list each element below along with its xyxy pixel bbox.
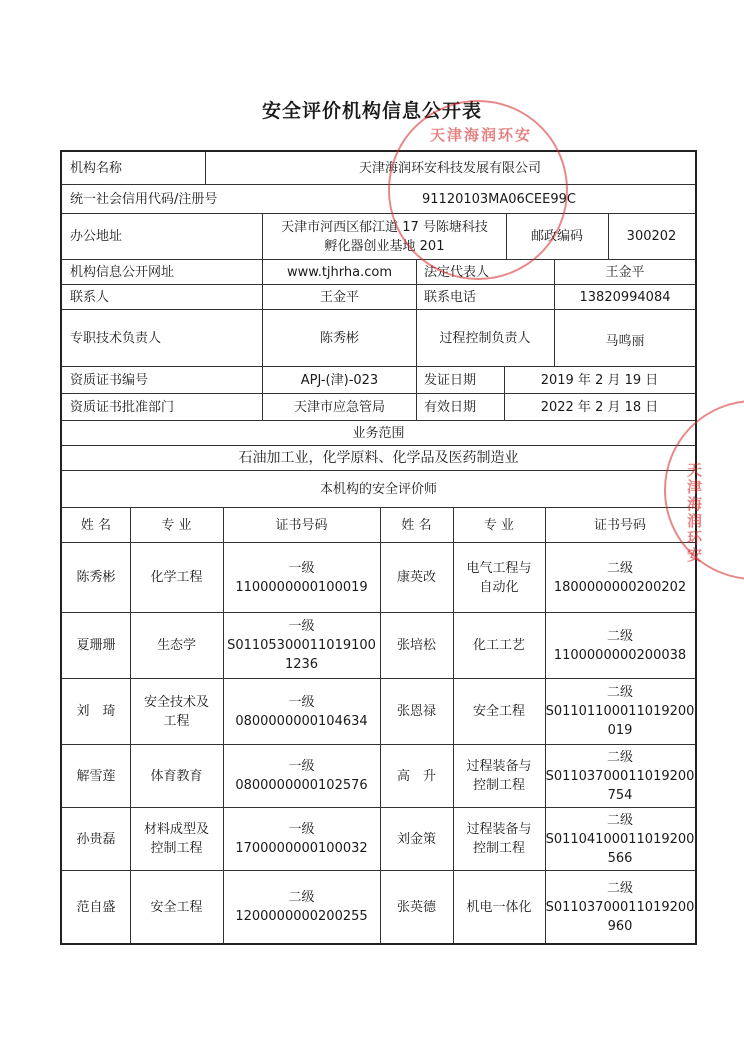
assessor-cert-line: 1100000000100019 <box>235 579 368 595</box>
page-title: 安全评价机构信息公开表 <box>261 100 482 122</box>
valid-date-value: 2022 年 2 月 18 日 <box>540 399 659 415</box>
col-major-right: 专 业 <box>483 517 515 533</box>
tech-lead-value: 陈秀彬 <box>319 330 359 346</box>
assessor-cert-line: 一级 <box>288 822 315 837</box>
assessor-major-line: 控制工程 <box>472 841 525 856</box>
valid-date-label: 有效日期 <box>424 399 477 415</box>
assessor-cert <box>223 543 380 612</box>
assessor-name: 陈秀彬 <box>76 570 116 585</box>
assessor-major-line: 自动化 <box>479 579 519 595</box>
col-cert-left: 证书号码 <box>275 517 328 533</box>
assessor-cert-line: S01101100011019200 <box>545 704 695 719</box>
assessor-cert-line: S01104100011019200 <box>545 831 695 847</box>
assessor-major-line: 材料成型及 <box>143 822 209 837</box>
assessor-cert <box>545 808 695 870</box>
cert-no-value: APJ-(津)-023 <box>300 372 379 388</box>
address-line-1: 天津市河西区郁江道 17 号陈塘科技 <box>281 219 488 235</box>
assessor-cert-line: 019 <box>607 723 633 738</box>
assessor-major-line: 机电一体化 <box>466 899 532 915</box>
assessor-cert-line: 566 <box>607 850 633 866</box>
assessor-cert <box>223 871 380 943</box>
assessor-cert <box>223 679 380 744</box>
assessor-major <box>453 745 545 807</box>
assessor-name: 高 升 <box>396 768 436 784</box>
assessor-major-line: 过程装备与 <box>466 822 532 837</box>
assessor-cert-line: 0800000000104634 <box>235 713 368 729</box>
assessor-cert-line: S01103700011019200 <box>545 768 695 784</box>
assessor-major <box>453 871 545 943</box>
assessor-cert-line: 一级 <box>288 759 315 774</box>
assessor-cert-line: 754 <box>607 787 633 803</box>
assessor-cert-line: S01105300011019100 <box>227 638 376 653</box>
assessor-major <box>453 543 545 612</box>
assessor-major <box>130 543 223 612</box>
org-name-value: 天津海润环安科技发展有限公司 <box>358 160 541 176</box>
assessor-major-line: 过程装备与 <box>466 759 532 774</box>
assessor-cert-line: 1236 <box>284 657 319 672</box>
assessor-name: 范自盛 <box>76 899 116 915</box>
assessor-cert-line: 二级 <box>606 685 633 700</box>
assessor-major <box>453 808 545 870</box>
assessor-cert-line: 二级 <box>606 812 633 828</box>
website-value: www.tjhrha.com <box>286 264 392 280</box>
assessor-cert-line: 1100000000200038 <box>553 647 687 663</box>
assessor-cert <box>545 679 695 744</box>
assessor-cert-line: 1800000000200202 <box>553 579 687 595</box>
process-lead-value: 马鸣丽 <box>605 333 645 349</box>
assessor-major-line: 安全技术及 <box>143 694 209 710</box>
assessor-cert-line: 一级 <box>288 694 315 710</box>
legal-rep-value: 王金平 <box>605 264 645 280</box>
assessor-name: 张培松 <box>396 638 436 653</box>
assessor-cert-line: 一级 <box>288 619 315 634</box>
col-name-left: 姓 名 <box>80 517 112 533</box>
phone-label: 联系电话 <box>424 289 477 305</box>
assessor-name: 刘 琦 <box>76 704 116 719</box>
postal-value: 300202 <box>626 229 677 244</box>
issue-date-value: 2019 年 2 月 19 日 <box>540 372 659 388</box>
org-name-label: 机构名称 <box>70 160 123 176</box>
assessor-name: 张恩禄 <box>396 704 436 719</box>
assessor-cert-line: 二级 <box>606 749 633 765</box>
assessor-cert <box>223 613 380 678</box>
assessor-major-line: 化学工程 <box>150 570 203 585</box>
assessor-name: 夏珊珊 <box>76 638 116 653</box>
assessor-cert-line: S01103700011019200 <box>545 899 695 915</box>
assessor-cert-line: 二级 <box>606 628 633 644</box>
address-line-2: 孵化器创业基地 201 <box>324 238 445 254</box>
col-name-right: 姓 名 <box>401 517 432 533</box>
assessor-name: 张英德 <box>396 899 436 915</box>
credit-code-label: 统一社会信用代码/注册号 <box>70 191 218 207</box>
assessor-major <box>130 613 223 678</box>
assessor-major-line: 控制工程 <box>150 841 203 856</box>
assessor-major <box>130 679 223 744</box>
assessor-major <box>130 808 223 870</box>
issue-date-label: 发证日期 <box>424 372 477 388</box>
legal-rep-label: 法定代表人 <box>424 264 490 280</box>
assessor-major-line: 化工工艺 <box>472 638 525 653</box>
assessor-major-line: 生态学 <box>156 638 196 653</box>
credit-code-value: 91120103MA06CEE99C <box>422 191 576 207</box>
seal-text-side: 天津海润环安 <box>685 462 703 564</box>
assessor-major-line: 安全工程 <box>472 704 525 719</box>
assessor-cert-line: 二级 <box>288 890 315 905</box>
assessor-cert <box>545 871 695 943</box>
assessor-major <box>130 871 223 943</box>
assessor-cert <box>545 613 695 678</box>
col-cert-right: 证书号码 <box>593 517 646 533</box>
assessor-cert-line: 一级 <box>288 560 315 576</box>
assessor-cert-line: 1200000000200255 <box>235 909 368 924</box>
assessor-major <box>453 679 545 744</box>
assessor-cert-line: 二级 <box>606 880 633 896</box>
assessor-cert-line: 二级 <box>606 560 633 576</box>
company-seal <box>388 100 568 280</box>
assessor-cert-line: 0800000000102576 <box>235 778 368 793</box>
assessor-cert <box>545 543 695 612</box>
assessor-cert-line: 960 <box>607 918 633 934</box>
cert-no-label: 资质证书编号 <box>70 372 149 388</box>
assessor-major-line: 安全工程 <box>150 899 203 915</box>
col-major-left: 专 业 <box>161 517 192 533</box>
business-scope-value: 石油加工业，化学原料、化学品及医药制造业 <box>238 449 519 466</box>
approval-dept-value: 天津市应急管局 <box>293 399 385 415</box>
assessor-major-line: 电气工程与 <box>466 560 532 576</box>
contact-label: 联系人 <box>70 289 110 305</box>
phone-value: 13820994084 <box>579 289 671 305</box>
assessor-name: 康英改 <box>396 570 436 585</box>
assessor-cert-line: 1700000000100032 <box>235 841 368 856</box>
business-scope-header: 业务范围 <box>352 425 405 441</box>
postal-label: 邮政编码 <box>530 229 583 244</box>
assessors-header: 本机构的安全评价师 <box>319 481 437 497</box>
assessor-major-line: 体育教育 <box>150 768 203 784</box>
website-label: 机构信息公开网址 <box>70 264 175 280</box>
assessor-cert <box>223 808 380 870</box>
process-lead-label: 过程控制负责人 <box>439 330 531 346</box>
assessor-major-line: 控制工程 <box>472 778 525 793</box>
assessor-cert <box>545 745 695 807</box>
address-label: 办公地址 <box>70 229 123 244</box>
assessor-name: 刘金策 <box>396 831 436 847</box>
assessor-cert <box>223 745 380 807</box>
seal-text-top: 天津海润环安 <box>430 126 533 144</box>
contact-value: 王金平 <box>319 289 359 305</box>
assessor-name: 孙贵磊 <box>76 831 116 847</box>
assessor-major-line: 工程 <box>163 713 190 729</box>
assessor-name: 解雪莲 <box>76 768 116 784</box>
approval-dept-label: 资质证书批准部门 <box>70 399 175 415</box>
tech-lead-label: 专职技术负责人 <box>70 330 162 346</box>
assessor-major <box>453 613 545 678</box>
assessor-major <box>130 745 223 807</box>
